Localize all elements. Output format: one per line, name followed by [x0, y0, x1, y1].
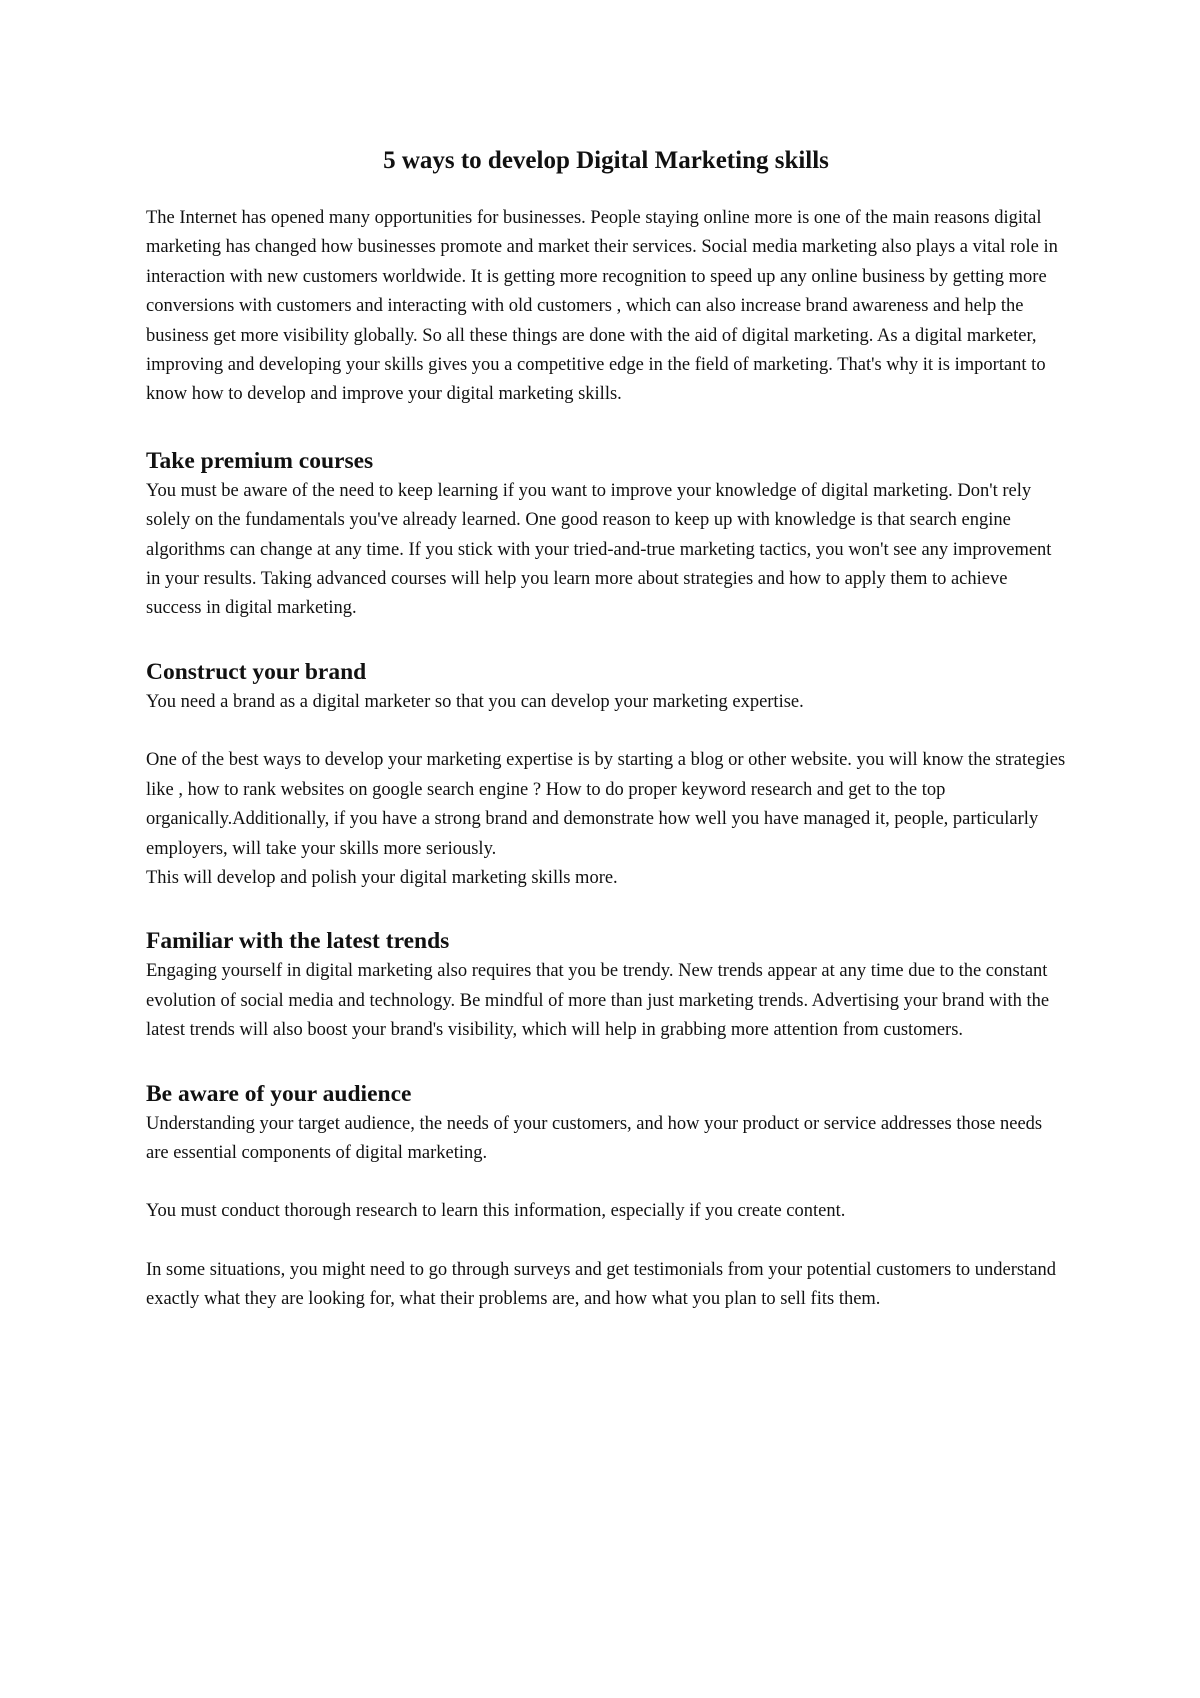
section-be-aware-of-your-audience [146, 1078, 1066, 1315]
section-paragraph: You must be aware of the need to keep learning if you want to improve your knowledge of digital marketing. Don't rely solely on the fundamentals you've already learned. One good reason to keep up with knowledge is that search engine algorithms can change at any time. If you stick with your tried-and-true marketing tactics, you won't see any improvement in your results. Taking advanced courses will help you learn more about strategies and how to apply them to achieve success in digital marketing. [146, 480, 1052, 619]
section-heading: Be aware of your audience [146, 1080, 412, 1107]
paragraph-gap [146, 1227, 1066, 1256]
section-take-premium-courses [146, 445, 1066, 624]
document-page [146, 144, 1066, 1347]
section-heading: Take premium courses [146, 447, 374, 474]
section-paragraph: Understanding your target audience, the needs of your customers, and how your product or service addresses those needs are essential components of digital marketing. [146, 1113, 1043, 1163]
section-paragraph: This will develop and polish your digital marketing skills more. [146, 867, 618, 888]
section-paragraph: You must conduct thorough research to learn this information, especially if you create content. [146, 1201, 846, 1222]
section-paragraph: You need a brand as a digital marketer so that you can develop your marketing expertise. [146, 691, 804, 712]
section-heading: Familiar with the latest trends [146, 928, 450, 955]
paragraph-gap [146, 717, 1066, 746]
intro-paragraph: The Internet has opened many opportunities for businesses. People staying online more is one of the main reasons digital marketing has changed how businesses promote and market their services. Social media marketing also plays a vital role in interaction with new customers worldwide. It is getting more recognition to speed up any online business by getting more conversions with customers and interacting with old customers , which can also increase brand awareness and help the business get more visibility globally. So all these things are done with the aid of digital marketing. As a digital marketer, improving and developing your skills gives you a competitive edge in the field of marketing. That's why it is important to know how to develop and improve your digital marketing skills. [146, 208, 1058, 405]
section-paragraph: Engaging yourself in digital marketing also requires that you be trendy. New trends appear at any time due to the constant evolution of social media and technology. Be mindful of more than just marketing trends. Advertising your brand with the latest trends will also boost your brand's visibility, which will help in grabbing more attention from customers. [146, 961, 1050, 1041]
section-paragraph: In some situations, you might need to go through surveys and get testimonials from your potential customers to understand exactly what they are looking for, what their problems are, and how what you plan to sell fits them. [146, 1259, 1056, 1310]
section-paragraph: One of the best ways to develop your marketing expertise is by starting a blog or other website. you will know the strategies like , how to rank websites on google search engine ? How to do proper keyword research and get to the top organically.Additionally, if you have a strong brand and demonstrate how well you have managed it, people, particularly employers, will take your skills more seriously. [146, 750, 1066, 859]
section-construct-your-brand [146, 656, 1066, 893]
paragraph-gap [146, 1168, 1066, 1197]
section-heading: Construct your brand [146, 658, 367, 685]
page-title: 5 ways to develop Digital Marketing skills [383, 147, 829, 174]
section-familiar-with-latest-trends [146, 925, 1066, 1045]
